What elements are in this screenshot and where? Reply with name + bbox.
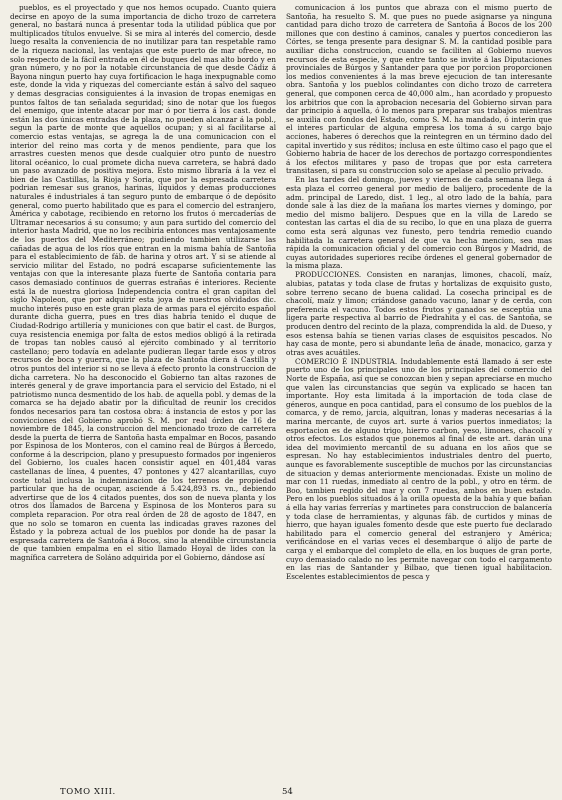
text-columns [10, 4, 552, 789]
paragraph: comunicacion á los puntos que abraza con el mismo puerto de Santoña, ha resuelto S. M. que pues no puede asignarse ya ninguna cantidad para dicho trozo de carretera de Santoña á Bocos de los 200 millones que con destino á caminos, canales y puertos concedieron las Córtes, se tenga presente para designar S. M. la cantidad posible para auxiliar dicha construccion, cuando se faciliten al Gobierno nuevos recursos de esta especie, y que entre tanto se invite á las Diputaciones provinciales de Búrgos y Santander para que por porcion proporcionen los medios convenientes á la mas breve ejecucion de tan interesante obra. Santoña y los pueblos colindantes con dicho trozo de carretera general, que componen cerca de 40,000 alm., han acordado y propuesto los arbitrios que con la aprobacion necesaria del Gobierno sirvan para dar principio á aquella, ó lo menos para preparar sus trabajos mientras se auxilia con fondos del Estado, como S. M. ha mandado, ó interin que el interes particular de alguna empresa los toma á su cargo bajo acciones, haberes ó derechos que la reintegren en un término dado del capital invertido y sus réditos; inclusa en este último caso el pago que el Gobierno habria de hacer de los derechos de portazgo correspondientes á los efectos militares y paso de tropas que por esta carretera transitasen, si para su construccion solo se apelase al peculio privado. [286, 4, 552, 176]
paragraph-correo: En las tardes del domingo, jueves y viernes de cada semana llega á esta plaza el correo general por medio de balijero, procedente de la adm. principal de Laredo, dist. 1 leg., al otro lado de la bahía, para donde sale á las diez de la mañana los martes viernes y domingo, por medio del mismo balijero. Despues que en la villa de Laredo se contestan las cartas el dia de su recibo, lo que en una plaza de guerra como esta será algunas vez funesto, pero tendria remedio cuando habilitada la carretera general de que va hecha mencion, sea mas rápida la comunicacion oficial y del comercio con Búrgos y Madrid, de cuyas autoridades superiores recibe órdenes el general gobernador de la misma plaza. [286, 175, 552, 271]
volume-label: TOMO XIII. [60, 787, 116, 797]
paragraph-producciones: PRODUCCIONES. Consisten en naranjas, limones, chacolí, maíz, alubias, patatas y toda clase de frutas y hortalizas de exquisito gusto, sobre terreno secano de buena calidad. La cosecha principal es de chacolí, maíz y limon; criándose ganado vacuno, lanar y de cerda, con preferencia el vacuno. Todos estos frutos y ganados se esceptúa una ligera parte respectiva al barrio de Piedrahita y el cas. de Santoña, se producen dentro del recinto de la plaza, comprendida la ald. de Dueso, y esos estensa bahía se tienen varias clases de esquisitos pescados. No hay casa de monte, pero si abundante leña de ánade, monacico, garza y otras aves acuátiles. [286, 270, 552, 357]
page-footer [10, 787, 552, 798]
paragraph: pueblos, es el proyectado y que nos hemos ocupado. Cuanto quiera decirse en apoyo de la suma importancia de dicho trozo de carretera general, no bastará nunca á presentar toda la utilidad pública que por multiplicados títulos envuelve. Si se mira al interés del comercio, desde luego resalta la conveniencia de no inutilizar para tan respetable ramo de la riqueza nacional, las ventajas que este puerto de mar ofrece, no solo respecto de la fácil entrada en él de buques del mas alto bordo y en gran número, y no por la notable circunstancia de que desde Cádiz á Bayona ningun puerto hay cuya fortificacion le haga inexpugnable como este, donde la vida y riquezas del comerciante están á salvo del saqueo y demas desgracias consiguientes á la invasion de tropas enemigas en puntos faltos de tan señalada seguridad; sino de notar que los fuegos del enemigo, que intente atacar por mar ó por tierra á los cast. donde están las dos únicas entradas de la plaza, no pueden alcanzar á la pobl., segun la parte de monte que aquellos ocupan; y si al facilitarse al comercio estas ventajas, se agrega la de una comunicacion con el interior del reino mas corta y de menos pendiente, para que los arrastres cuesten menos que desde cualquier otro punto de nuestro litoral océanico, lo cual promete dicha nueva carretera, se habrá dado un paso avanzado de positiva mejora. Esto mismo libraría á la vez el bien de las Castillas, la Rioja y Soria, que por la espresada carretera podrian remesar sus granos, harinas, líquidos y demas producciones naturales é industriales á tan seguro punto de embarque ó de depósito general, como puerto habilitado que es para el comercio del estranjero, América y cabotage, recibiendo en retorno los frutos ó mercaderías de Ultramar necesarios á su consumo; y aun para surtido del comercio del interior hasta Madrid, que no los recibiria entonces mas ventajosamente de los puertos del Mediterráneo; pudiendo tambien utilizarse las cañadas de agua de los ríos que entran en la misma bahía de Santoña para el establecimiento de fáb. de harina y otros art. Y si se atiende al servicio militar del Estado, no podrá escaparse suficientemente las ventajas con que la interesante plaza fuerte de Santoña contaria para casos demasiado contínuos de guerras estrañas é interiores. Reciente está la de nuestra gloriosa Independencia contra el gran capitan del siglo Napoleon, que por adquirir esta joya de nuestros olvidados dic. mucho interés puso en este gran plaza de armas para el ejército español durante dicha guerra, pues en tres dias habria tenido el duque de Ciudad-Rodrigo artillería y municiones con que batir el cast. de Burgos, cuya resistencia enemiga por falta de estos medios obligó á la retirada de tropas tan nobles causó al ejército combinado y al territorio castellano; pero todavía en adelante pudieran llegar tarde esos y otros recursos de boca y guerra, que la plaza de Santoña diera á Castilla y otros puntos del interior si no se lleva á efecto pronto la construccion de dicha carretera. No ha desconocido el Gobierno tan altas razones de interés general y de grave importancia para el servicio del Estado, ni el patriotismo nunca desmentido de los hab. de aquella pobl. y demas de la comarca se ha dejado abatir por la dificultad de reunir los crecidos fondos necesarios para tan costosa obra: á instancia de estos y por las convicciones del Gobierno aprobó S. M. por real órden de 16 de noviembre de 1845, la construccion del mencionado trozo de carretera desde la puerta de tierra de Santoña hasta empalmar en Bocos, pasando por Espinosa de los Monteros, con el camino real de Búrgos á Bercedo, conforme á la descripcion, plano y presupuesto formados por ingenieros del Gobierno, los cuales hacen consistir aquel en 401,484 varas castellanas de línea, 4 puentes, 47 pontones y 427 alcantarillas, cuyo coste total inclusa la indemnizacion de los terrenos de propiedad particular que ha de ocupar, asciende á 5.424,893 rs. vn., debiendo advertirse que de los 4 citados puentes, dos son de nueva planta y los otros dos llamados de Barcena y Espinosa de los Monteros para su completa reparacion. Por otra real órden de 28 de agosto de 1847, en que no solo se tomaron en cuenta las indicadas graves razones del Estado y la pobreza actual de los pueblos por donde ha de pasar la espresada carretera de Santoña á Bocos, sino la atendible circunstancia de que tambien empalma en el sitio llamado Hoyal de lides con la magnífica carretera de Soláno adquirida por el Gobierno, dándose así [10, 4, 276, 562]
paragraph-comercio: COMERCIO É INDUSTRIA. Indudablemente está llamado á ser este puerto uno de los principales uno de los principales del comercio del Norte de España, así que se conozcan bien y sepan apreciarse en mucho que valen las circunstancias que según va explicado se hacen tan importante. Hoy esta limitada á la importacion de toda clase de géneros, aunque en poca cantidad, para el consumo de los pueblos de la comarca, y de remo, jarcia, alquitran, lonas y maderas necesarias á la marina mercante, de cuyos art. surte á varios puertos inmediatos; la esportacion es de alguno trigo, hierro carbon, yeso, limones, chacolí y otros efectos. Los estados que ponemos al final de este art. darán una idea del movimiento mercantil de su aduana en los años que se espresan. No hay establecimientos industriales dentro del puerto, aunque es favorablemente susceptible de muchos por las circunstancias de situacion y demas anteriormente mencionadas. Existe un molino de mar con 11 ruedas, inmediato al centro de la pobl., y otro en térm. de Boo, tambien regido del mar y con 7 ruedas, ambos en buen estado. Pero en los pueblos situados á la orilla opuesta de la bahía y que bañan á ella hay varias ferrerías y martinetes para construccion de balancería y toda clase de herramientas, y algunas fáb. de curtidos y minas de hierro, que hayan iguales fomento desde que este puerto fue declarado habilitado para el comercio general del estranjero y América; verificándose en el varias veces el desembarque ó alijo de parte de carga y el embarque del completo de ella, en los buques de gran porte, cuyo demasiado calado no les permite navegar con todo el cargamento en las rias de Santander y Bilbao, que tienen igual habilitacion. Escelentes establecimientos de pesca y [286, 356, 552, 581]
page-number: 54 [282, 787, 293, 797]
left-column [10, 4, 276, 789]
right-column [286, 4, 552, 789]
